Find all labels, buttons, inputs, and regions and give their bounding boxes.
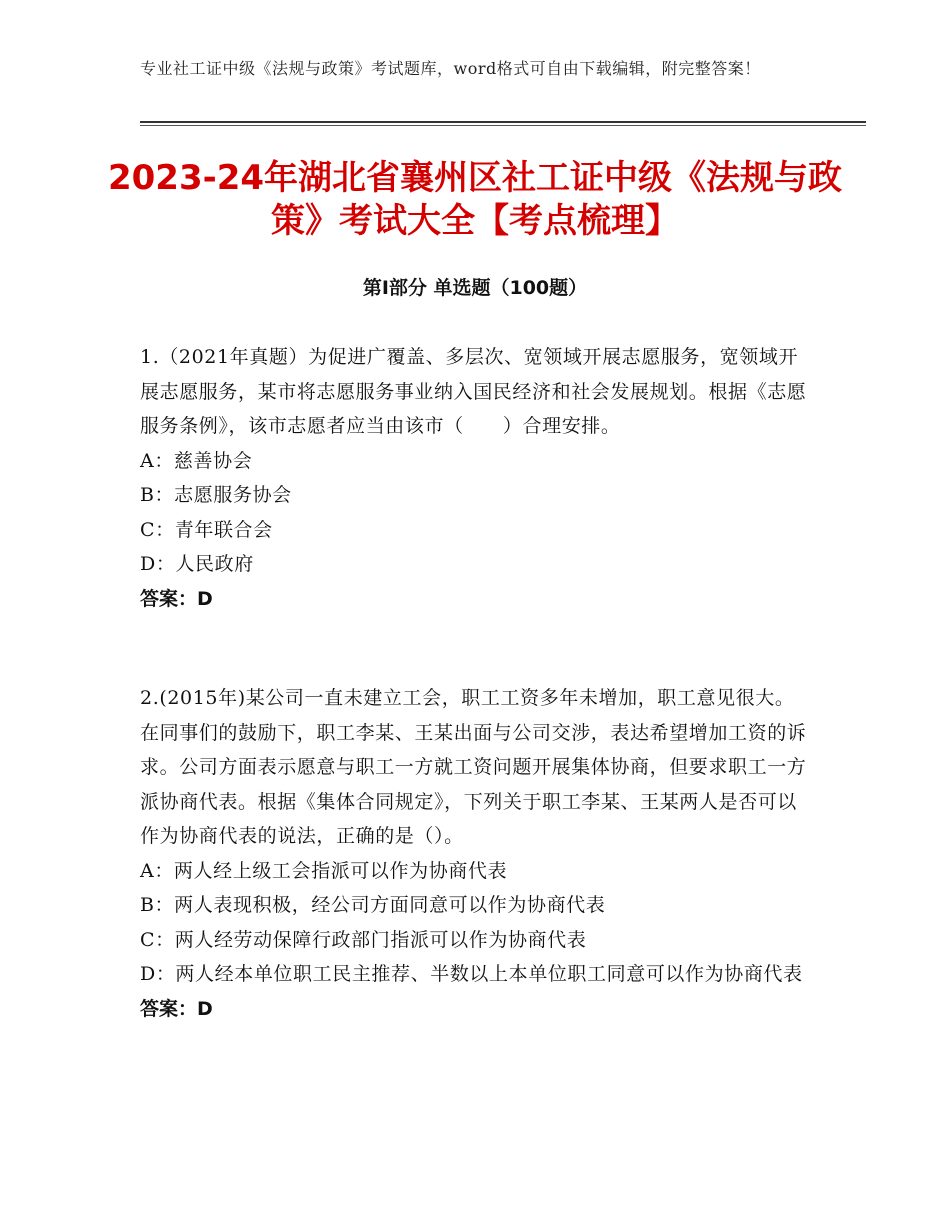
question-2-option-c: C：两人经劳动保障行政部门指派可以作为协商代表 [140, 928, 587, 951]
question-2-option-a: A：两人经上级工会指派可以作为协商代表 [140, 859, 508, 882]
header-divider-thick [140, 121, 866, 123]
question-1-answer: 答案：D [140, 587, 213, 610]
question-1 [140, 340, 810, 616]
header-note: 专业社工证中级《法规与政策》考试题库，word格式可自由下载编辑，附完整答案！ [140, 59, 761, 78]
question-2-option-b: B：两人表现积极，经公司方面同意可以作为协商代表 [140, 894, 606, 916]
question-2-text: 2.(2015年)某公司一直未建立工会，职工工资多年未增加，职工意见很大。在同事们的鼓励下，职工李某、王某出面与公司交涉，表达希望增加工资的诉求。公司方面表示愿意与职工一方就工资问题开展集体协商，但要求职工一方派协商代表。根据《集体合同规定》，下列关于职工李某、王某两人是否可以作为协商代表的说法，正确的是（）。 [140, 687, 807, 847]
question-1-text: 1.（2021年真题）为促进广覆盖、多层次、宽领域开展志愿服务，宽领域开展志愿服务，某市将志愿服务事业纳入国民经济和社会发展规划。根据《志愿服务条例》，该市志愿者应当由该市（ ）合理安排。 [140, 346, 807, 437]
question-1-option-d: D：人民政府 [140, 553, 254, 575]
document-title: 2023-24年湖北省襄州区社工证中级《法规与政策》考试大全【考点梳理】 [107, 158, 843, 241]
question-2-option-d: D：两人经本单位职工民主推荐、半数以上本单位职工同意可以作为协商代表 [140, 963, 803, 985]
question-2 [140, 681, 810, 1026]
header-divider-thin [140, 125, 866, 126]
question-1-option-a: A：慈善协会 [140, 449, 253, 472]
section-title: 第Ⅰ部分 单选题（100题） [362, 277, 588, 299]
question-1-option-c: C：青年联合会 [140, 518, 273, 541]
question-1-option-b: B：志愿服务协会 [140, 484, 292, 506]
question-2-answer: 答案：D [140, 997, 213, 1020]
